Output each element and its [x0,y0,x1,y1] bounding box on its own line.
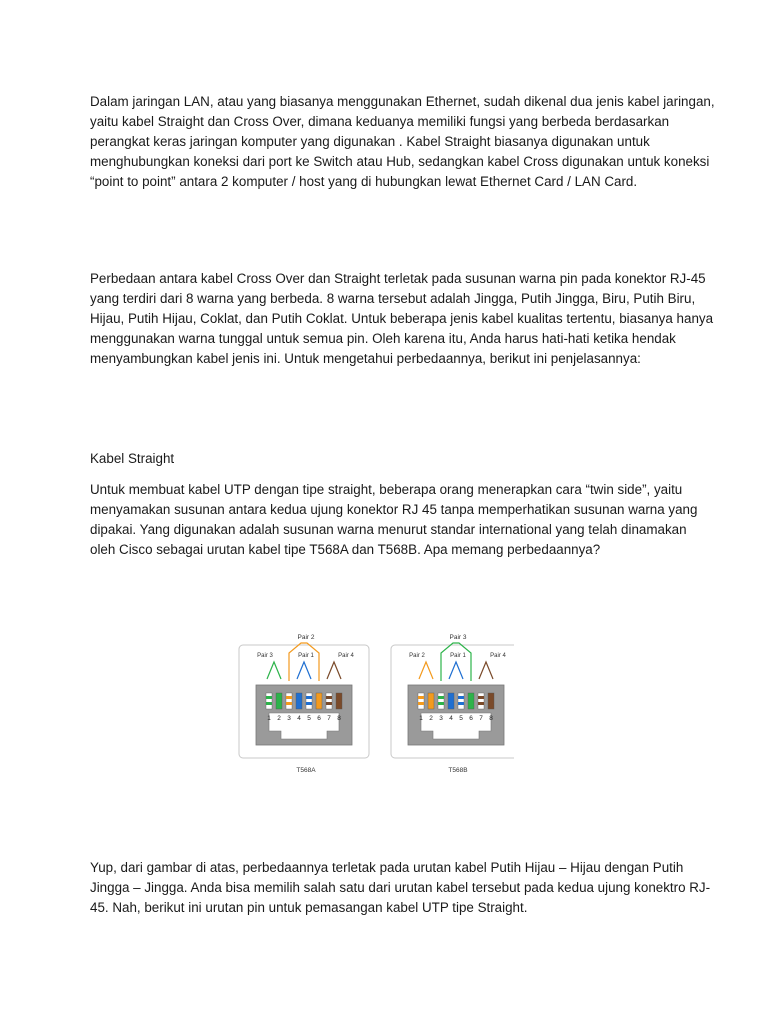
pin-7-wire [326,693,332,709]
text-line: menyamakan susunan antara kedua ujung konektor RJ 45 tanpa memperhatikan susunan warna yang [90,502,698,517]
pin-5-stripe [306,702,312,705]
t568b-caption: T568B [448,767,468,774]
paragraph-intro [90,92,715,192]
pin-1-stripe [418,702,424,705]
rj45-wiring-figure [236,628,514,776]
pin-8-wire [336,693,342,709]
pin-1-stripe [266,696,272,699]
pin-number: 3 [439,715,443,722]
pin-5-stripe [458,702,464,705]
pin-3-stripe [286,696,292,699]
pair-mid-label: Pair 1 [450,653,466,659]
text-line: Yup, dari gambar di atas, perbedaannya terletak pada urutan kabel Putih Hijau – Hijau dengan Putih [90,860,684,875]
pin-number: 2 [277,715,281,722]
t568a-caption: T568A [296,767,316,774]
text-line: menggunakan warna tunggal untuk semua pin. Oleh karena itu, Anda harus hati-hati ketika hendak [90,331,676,346]
pin-3-wire [438,693,444,709]
text-line: “point to point” antara 2 komputer / host yang di hubungkan lewat Ethernet Card / LAN Card. [90,174,638,189]
pin-number: 8 [337,715,341,722]
text-line: Hijau, Putih Hijau, Coklat, dan Putih Coklat. Untuk beberapa jenis kabel kualitas tertentu, biasanya hanya [90,311,714,326]
text-line: 45. Nah, berikut ini urutan pin untuk pemasangan kabel UTP tipe Straight. [90,900,528,915]
pin-1-stripe [266,702,272,705]
text-line: perangkat keras jaringan komputer yang digunakan . Kabel Straight biasanya digunakan untuk [90,134,650,149]
paragraph-conclusion [90,858,711,918]
pin-4-wire [448,693,454,709]
pin-number: 3 [287,715,291,722]
pin-number: 5 [307,715,311,722]
pin-1-wire [418,693,424,709]
pin-7-stripe [478,696,484,699]
pin-5-stripe [458,696,464,699]
pin-5-stripe [306,696,312,699]
pin-1-wire [266,693,272,709]
pair-right-label: Pair 4 [338,653,354,659]
pin-5-wire [458,693,464,709]
t568a-diagram [239,634,369,758]
text-line: oleh Cisco sebagai urutan kabel tipe T568A dan T568B. Apa memang perbedaannya? [90,542,601,557]
pin-7-stripe [478,702,484,705]
text-line: Perbedaan antara kabel Cross Over dan Straight terletak pada susunan warna pin pada konektor RJ-45 [90,271,706,286]
pin-number: 2 [429,715,433,722]
text-line: dipakai. Yang digunakan adalah susunan warna menurut standar international yang telah dinamakan [90,522,687,537]
text-line: Dalam jaringan LAN, atau yang biasanya menggunakan Ethernet, sudah dikenal dua jenis kabel jaringan, [90,94,715,109]
pin-number: 7 [327,715,331,722]
pin-7-wire [478,693,484,709]
pin-7-stripe [326,702,332,705]
pair-left-label: Pair 3 [257,653,273,659]
pin-3-wire [286,693,292,709]
text-line: Untuk membuat kabel UTP dengan tipe straight, beberapa orang menerapkan cara “twin side”, yaitu [90,482,683,497]
section-heading: Kabel Straight [90,451,175,466]
text-line: menyambungkan kabel jenis ini. Untuk mengetahui perbedaannya, berikut ini penjelasannya: [90,351,641,366]
pin-number: 4 [449,715,453,722]
pair-top-label: Pair 3 [449,634,467,641]
pin-number: 6 [469,715,473,722]
pin-number: 1 [267,715,271,722]
pair-top-label: Pair 2 [297,634,315,641]
pin-number: 4 [297,715,301,722]
pin-number: 6 [317,715,321,722]
pin-6-wire [316,693,322,709]
pin-4-wire [296,693,302,709]
pin-number: 8 [489,715,493,722]
pin-3-stripe [438,696,444,699]
pin-number: 5 [459,715,463,722]
pin-1-stripe [418,696,424,699]
text-line: menghubungkan koneksi dari port ke Switch atau Hub, sedangkan kabel Cross digunakan untuk koneksi [90,154,710,169]
pair-right-label: Pair 4 [490,653,506,659]
pin-3-stripe [286,702,292,705]
pin-3-stripe [438,702,444,705]
pin-6-wire [468,693,474,709]
pin-number: 7 [479,715,483,722]
pair-mid-label: Pair 1 [298,653,314,659]
pin-5-wire [306,693,312,709]
pair-left-label: Pair 2 [409,653,425,659]
text-line: yang terdiri dari 8 warna yang berbeda. 8 warna tersebut adalah Jingga, Putih Jingga, Biru, Putih Biru, [90,291,696,306]
t568b-diagram [391,634,514,758]
paragraph-straight-description [90,480,698,560]
pin-2-wire [428,693,434,709]
pin-2-wire [276,693,282,709]
pin-8-wire [488,693,494,709]
text-line: yaitu kabel Straight dan Cross Over, dimana keduanya memiliki fungsi yang berbeda berdasarkan [90,114,670,129]
text-line: Jingga – Jingga. Anda bisa memilih salah satu dari urutan kabel tersebut pada kedua ujung konektro RJ- [90,880,711,895]
paragraph-color-difference [90,269,714,369]
pin-7-stripe [326,696,332,699]
pin-number: 1 [419,715,423,722]
